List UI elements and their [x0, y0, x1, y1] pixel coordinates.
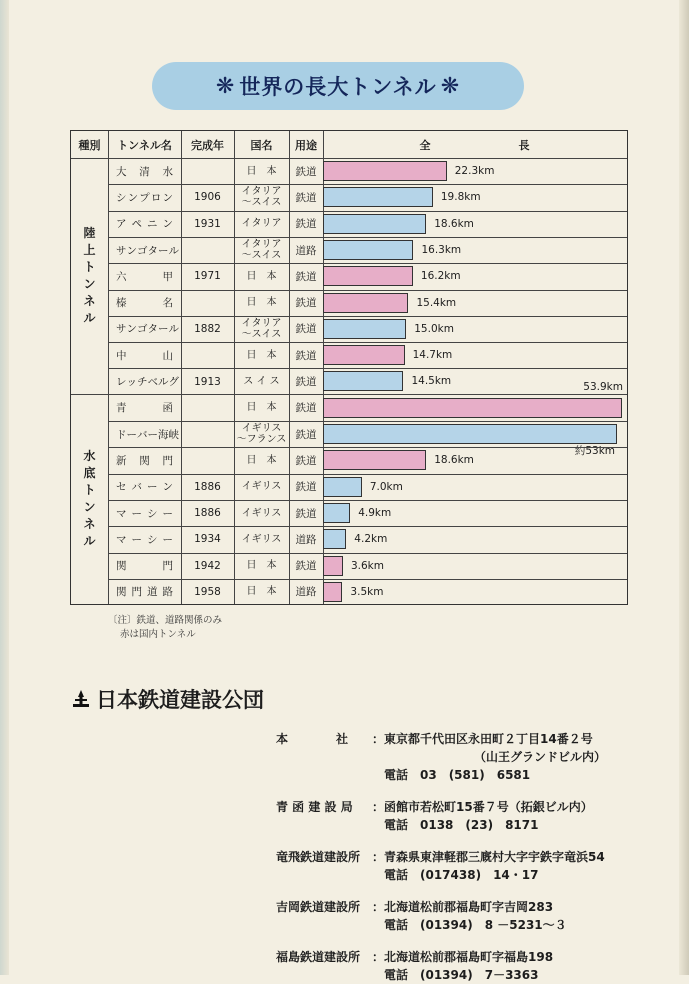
usage: 鉄道 [295, 402, 317, 415]
country [234, 526, 289, 552]
country [234, 158, 289, 184]
office-phone: 電話 (017438) 14・17 [384, 868, 539, 882]
tunnel-name-char: シ [116, 191, 127, 204]
completion-year: 1886 [194, 480, 221, 493]
length-bar [323, 424, 617, 444]
tunnel-name-char: シ [147, 533, 158, 546]
office-colon: ： [372, 850, 385, 864]
group-label-char: 底 [83, 466, 96, 480]
country-line: イタリア [241, 239, 282, 251]
country-line: ～スイス [241, 250, 282, 262]
tunnel-name-char: 峡 [168, 428, 179, 441]
office-address-line: （山王グランドビル内） [474, 750, 607, 764]
usage: 鉄道 [295, 376, 317, 389]
tunnel-name [108, 184, 181, 210]
country [234, 421, 289, 447]
header-use: 用途 [295, 138, 317, 152]
tunnel-name-char: 中 [116, 349, 127, 362]
tunnel-name [108, 447, 181, 473]
country-line: ス イ ス [243, 376, 280, 388]
tunnel-name-char: ー [158, 244, 169, 257]
length-bar [323, 161, 447, 181]
country-line: ～フランス [236, 434, 287, 446]
country-line: 日 本 [246, 402, 277, 414]
country [234, 184, 289, 210]
tunnel-name-char: ー [162, 507, 173, 520]
group-label-char: ト [83, 483, 96, 497]
tunnel-name-char: チ [137, 376, 148, 389]
tunnel-name-char: グ [168, 376, 179, 389]
tunnel-name-char: ー [147, 481, 158, 494]
usage: 道路 [295, 533, 317, 546]
office-address: 青森県東津軽郡三廐村大字宇鉄字竜浜54 [384, 850, 605, 864]
tunnel-name-char: マ [116, 533, 127, 546]
country-line: 日 本 [246, 560, 277, 572]
office-entry [276, 848, 605, 884]
tunnel-name-char: ン [126, 323, 137, 336]
length-bar [323, 582, 342, 602]
tunnel-name-char: シ [147, 507, 158, 520]
office-entry [276, 798, 593, 834]
tunnel-name-char: ッ [126, 376, 137, 389]
page-right-edge [679, 0, 689, 975]
tunnel-name-char: ー [131, 533, 142, 546]
country [234, 290, 289, 316]
completion-year: 1931 [194, 217, 221, 230]
tunnel-name [108, 290, 181, 316]
length-bar [323, 266, 413, 286]
group-label-char: ル [83, 311, 96, 325]
usage: 鉄道 [295, 481, 317, 494]
tunnel-name-char: ン [162, 481, 173, 494]
tunnel-name [108, 553, 181, 579]
org-name [70, 684, 264, 714]
note-line-1: 〔注〕鉄道、道路関係のみ [108, 615, 223, 626]
tunnel-name-char: 大 [116, 165, 127, 178]
tunnel-name [108, 316, 181, 342]
length-label: 14.7km [412, 349, 453, 362]
group-label-char: ネ [83, 294, 96, 308]
tunnel-name-char: ン [162, 218, 173, 231]
length-bar [323, 293, 408, 313]
tunnel-name [108, 368, 181, 394]
length-label: 18.6km [434, 454, 474, 467]
length-bar [323, 556, 343, 576]
office-label: 本 社 [276, 732, 349, 746]
completion-year [181, 421, 234, 447]
tunnel-name-char: 水 [162, 165, 173, 178]
tunnel-name-char: 新 [116, 454, 127, 467]
tunnel-name-char: 甲 [162, 270, 173, 283]
tunnel-name [108, 526, 181, 552]
tunnel-name-char: タ [147, 244, 158, 257]
completion-year: 1942 [194, 559, 221, 572]
length-bar [323, 503, 350, 523]
length-label: 4.2km [354, 533, 388, 546]
completion-year [181, 290, 234, 316]
usage: 道路 [295, 586, 317, 599]
country [234, 263, 289, 289]
group-land-tunnels [71, 158, 108, 394]
group-label-char: ネ [83, 517, 96, 531]
length-label: 15.4km [416, 296, 457, 309]
tunnel-name [108, 579, 181, 605]
length-bar [323, 398, 622, 418]
group-undersea-tunnels [71, 394, 108, 604]
office-label: 福島鉄道建設所 [276, 950, 361, 964]
tunnel-name-char: 山 [162, 349, 173, 362]
tunnel-name-char: 関 [116, 560, 127, 573]
usage: 鉄道 [295, 165, 317, 178]
office-entry [276, 948, 553, 984]
tunnel-name-char: ド [116, 428, 127, 441]
tunnel-name-char: 道 [147, 586, 158, 599]
tunnel-name-char: 関 [139, 454, 150, 467]
usage: 鉄道 [295, 349, 317, 362]
length-bar [323, 187, 433, 207]
header-type: 種別 [78, 138, 101, 152]
group-label-char: ト [83, 260, 96, 274]
tunnel-name-char: ベ [147, 376, 158, 389]
page-title-text: 世界の長大トンネル [239, 75, 437, 99]
length-bar [323, 477, 362, 497]
country [234, 474, 289, 500]
completion-year: 1913 [194, 375, 221, 388]
tunnel-name-char: ゴ [137, 244, 148, 257]
usage: 鉄道 [295, 191, 317, 204]
length-label: 3.5km [350, 585, 384, 598]
tunnel-name-char: 六 [116, 270, 127, 283]
length-label: 18.6km [434, 217, 474, 230]
office-phone: 電話 (01394) 8 －5231～３ [384, 918, 567, 932]
tunnel-name-char: 名 [162, 297, 173, 310]
usage: 鉄道 [295, 270, 317, 283]
completion-year [181, 395, 234, 421]
length-bar [323, 214, 426, 234]
country-line: ～スイス [241, 197, 282, 209]
office-phone: 電話 03 (581) 6581 [384, 768, 531, 782]
tunnel-name-char: サ [116, 323, 127, 336]
tunnel-name-char: セ [116, 481, 127, 494]
length-bar [323, 529, 346, 549]
country-line: 日 本 [246, 454, 277, 466]
country [234, 553, 289, 579]
usage: 鉄道 [295, 428, 317, 441]
office-entry [276, 730, 606, 784]
tunnel-name-char: プ [139, 191, 150, 204]
group-label-char: ル [83, 534, 96, 548]
tunnel-name-char: 門 [162, 560, 173, 573]
country-line: イギリス [241, 481, 282, 493]
office-label: 竜飛鉄道建設所 [276, 850, 361, 864]
tunnel-name-char: 榛 [116, 297, 127, 310]
tunnel-table [70, 130, 628, 605]
country [234, 447, 289, 473]
country-line: イタリア [241, 317, 282, 329]
tunnel-name-char: ニ [147, 218, 158, 231]
tunnel-name-char: バ [131, 481, 142, 494]
length-bar [323, 319, 406, 339]
tunnel-name-char: ー [158, 323, 169, 336]
country-line: 日 本 [246, 165, 277, 177]
flower-ornament-icon: ❋ [215, 73, 236, 99]
completion-year [181, 237, 234, 263]
tunnel-name [108, 395, 181, 421]
page-title [152, 62, 524, 110]
completion-year [181, 158, 234, 184]
tunnel-name-char: ア [116, 218, 127, 231]
tunnel-name-char: マ [116, 507, 127, 520]
length-label: 16.2km [420, 270, 461, 283]
tunnel-name [108, 342, 181, 368]
length-label: 22.3km [454, 165, 495, 177]
tunnel-name-char: サ [116, 244, 127, 257]
tunnel-name-char: ー [126, 428, 137, 441]
tunnel-name-char: ン [126, 244, 137, 257]
tunnel-name-char: ロ [150, 191, 162, 204]
country [234, 316, 289, 342]
country-line: 日 本 [246, 270, 277, 282]
org-name-text: 日本鉄道建設公団 [96, 688, 264, 712]
tunnel-name-char: レ [116, 376, 127, 389]
country-line: 日 本 [246, 349, 277, 361]
tunnel-name [108, 474, 181, 500]
usage: 鉄道 [295, 323, 317, 336]
group-label-char: 陸 [83, 226, 96, 240]
length-bar [323, 240, 413, 260]
usage: 鉄道 [295, 454, 317, 467]
country [234, 500, 289, 526]
country [234, 237, 289, 263]
tunnel-name-char: ゴ [137, 323, 148, 336]
length-label: 19.8km [440, 191, 481, 204]
completion-year: 1958 [194, 585, 221, 598]
tunnel-name-char: ー [162, 533, 173, 546]
completion-year: 1886 [194, 507, 221, 520]
completion-year: 1971 [194, 270, 221, 283]
tunnel-name-char: ル [168, 244, 179, 257]
page-left-edge [0, 0, 9, 975]
length-label: 7.0km [369, 480, 403, 493]
length-label: 3.6km [350, 559, 384, 572]
country-line: イギリス [241, 507, 282, 519]
flower-ornament-icon: ❋ [440, 73, 461, 99]
office-phone: 電話 0138 (23) 8171 [384, 818, 539, 832]
length-label: 約53km [574, 445, 615, 457]
tunnel-name-char: ル [158, 376, 169, 389]
tunnel-name-char: バ [137, 428, 148, 441]
usage: 鉄道 [295, 297, 317, 310]
tunnel-name [108, 158, 181, 184]
tunnel-name-char: ン [162, 191, 173, 204]
tunnel-name-char: 関 [116, 586, 127, 599]
length-label: 14.5km [411, 375, 452, 388]
tunnel-name-char: ー [131, 507, 142, 520]
tunnel-name-char: 清 [139, 165, 150, 178]
tunnel-name-char: ペ [131, 218, 142, 231]
office-colon: ： [372, 900, 385, 914]
country [234, 342, 289, 368]
tunnel-name [108, 263, 181, 289]
length-bar [323, 371, 403, 391]
country-line: イギリス [241, 533, 282, 545]
usage: 鉄道 [295, 560, 317, 573]
group-label-char: ン [83, 277, 96, 291]
completion-year [181, 447, 234, 473]
country [234, 368, 289, 394]
completion-year: 1934 [194, 533, 221, 546]
tunnel-name-char: ー [147, 428, 158, 441]
tunnel-name-char: 路 [162, 586, 173, 599]
note-line-2: 赤は国内トンネル [120, 629, 196, 640]
tunnel-name-char: 青 [116, 402, 127, 415]
length-bar [323, 345, 405, 365]
country [234, 579, 289, 605]
office-colon: ： [372, 950, 385, 964]
organization-logo-icon [70, 688, 92, 710]
office-address: 東京都千代田区永田町２丁目14番２号 [384, 732, 593, 746]
tunnel-name-char: ル [168, 323, 179, 336]
tunnel-name-char: 門 [162, 454, 173, 467]
usage: 道路 [295, 244, 317, 257]
country-line: ～スイス [241, 328, 282, 340]
country-line: イタリア [241, 186, 282, 198]
length-bar [323, 450, 426, 470]
office-label: 吉岡鉄道建設所 [276, 900, 361, 914]
group-label-char: 上 [83, 243, 96, 257]
completion-year [181, 342, 234, 368]
tunnel-name [108, 421, 181, 447]
country-line: 日 本 [246, 586, 277, 598]
completion-year: 1906 [194, 191, 221, 204]
usage: 鉄道 [295, 218, 317, 231]
office-address: 北海道松前郡福島町字福島198 [384, 950, 554, 964]
tunnel-name-char: タ [147, 323, 158, 336]
length-label: 16.3km [421, 243, 462, 256]
country-line: イギリス [241, 423, 282, 435]
office-colon: ： [372, 800, 385, 814]
country-line: イタリア [241, 218, 282, 230]
length-label: 4.9km [358, 506, 392, 519]
country [234, 395, 289, 421]
office-phone: 電話 (01394) 7－3363 [384, 968, 539, 982]
office-colon: ： [372, 732, 385, 746]
header-year: 完成年 [191, 138, 224, 152]
tunnel-name-char: 函 [162, 402, 173, 415]
group-label-char: 水 [83, 449, 96, 463]
header-length: 全 長 [419, 138, 530, 152]
country-line: 日 本 [246, 297, 277, 309]
office-address: 函館市若松町15番７号（拓銀ビル内） [384, 800, 593, 814]
tunnel-name-char: ン [127, 191, 139, 204]
tunnel-name-char: 門 [131, 586, 142, 599]
usage: 鉄道 [295, 507, 317, 520]
group-label-char: ン [83, 500, 96, 514]
header-name: トンネル名 [117, 138, 172, 152]
tunnel-name-char: 海 [158, 428, 169, 441]
country [234, 211, 289, 237]
length-label: 53.9km [583, 380, 623, 393]
length-label: 15.0km [414, 322, 454, 335]
completion-year: 1882 [194, 322, 221, 335]
office-label: 青 函 建 設 局 [276, 800, 353, 814]
tunnel-name [108, 237, 181, 263]
office-entry [276, 898, 567, 934]
tunnel-name [108, 211, 181, 237]
header-country: 国名 [250, 138, 273, 152]
tunnel-name [108, 500, 181, 526]
office-address: 北海道松前郡福島町字吉岡283 [384, 900, 554, 914]
